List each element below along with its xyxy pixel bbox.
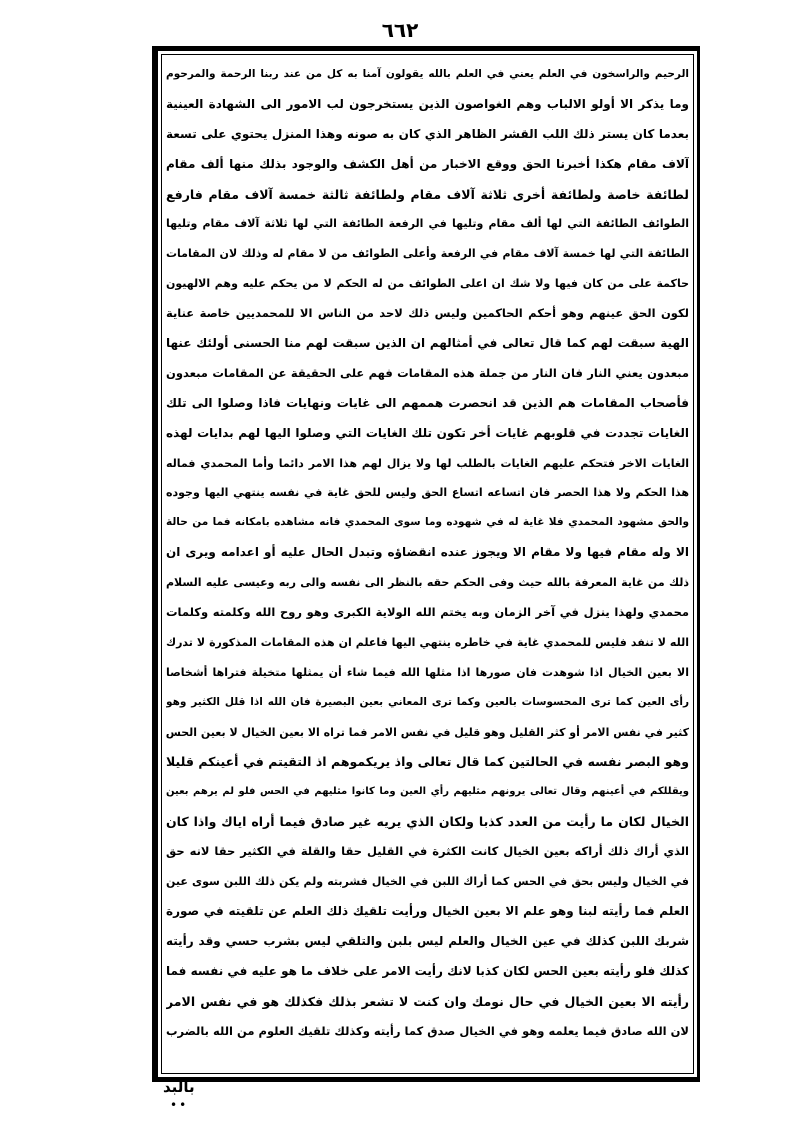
text-line: لكون الحق عينهم وهو أحكم الحاكمين وليس ذلك لاحد من الناس الا للمحمديين خاصة عناية (166, 306, 689, 321)
text-line: الذي أراك ذلك أراكه بعين الخيال كانت الكثرة في القليل حقا والقلة في الكثير حقا لانه حق (166, 844, 689, 859)
text-line: ويقللكم في أعينهم وقال تعالى يرونهم مثليهم رأي العين وما كانوا مثليهم في الحس فلو لم يرهم بعين (166, 786, 689, 798)
text-line: والحق مشهود المحمدي فلا غاية له في شهوده وما سوى المحمدي فانه مشاهده بامكانه فما من حالة (166, 516, 689, 529)
text-line: الطائفة التي لها خمسة آلاف مقام في الرفعة وأعلى الطوائف من لا مقام له وذلك لان المقامات (166, 247, 689, 261)
text-line: بعدما كان يستر ذلك اللب القشر الظاهر الذي كان به صونه وهذا المنزل يحتوي على تسعة (166, 126, 689, 141)
text-frame-border (152, 46, 700, 1082)
text-line: وما يذكر الا أولو الالباب وهم الغواصون الذين يستخرجون لب الامور الى الشهادة العينية (166, 96, 689, 111)
main-text-block (166, 60, 689, 1046)
text-line: الهية سبقت لهم كما قال تعالى في أمثالهم ان الذين سبقت لهم منا الحسنى أولئك عنها (166, 336, 689, 351)
text-line: هذا الحكم ولا هذا الحصر فان اتساعه اتساع الحق وليس للحق غاية في نفسه ينتهي اليها وجوده (166, 486, 689, 500)
text-line: فأصحاب المقامات هم الذين قد انحصرت هممهم الى غايات ونهايات فاذا وصلوا الى تلك (166, 395, 689, 410)
text-line: ذلك من غاية المعرفة بالله حيث وفى الحكم حقه بالنظر الى نفسه والى ربه وعيسى عليه السلام (166, 576, 689, 590)
text-line: الا بعين الخيال اذا شوهدت فان صورها اذا مثلها الله فيما شاء أن يمثلها متخيلة فتراها أشخاصا (166, 665, 689, 679)
text-line: رأيته الا بعين الخيال في حال نومك وان كنت لا تشعر بذلك فكذلك هو في نفس الامر (166, 993, 689, 1009)
text-line: كثير في نفس الامر أو كثر القليل وهو قليل في نفس الامر فما تراه الا بعين الخيال لا بعين الحس (166, 725, 689, 739)
text-line: حاكمة على من كان فيها ولا شك ان اعلى الطوائف من له الحكم لا من يحكم عليه وهم الالهيون (166, 277, 689, 291)
text-line: مبعدون يعني النار فان النار من جملة هذه المقامات فهم على الحقيقة عن المقامات مبعدون (166, 365, 689, 380)
page-number: ٦٦٢ (381, 18, 419, 42)
text-line: الخيال لكان ما رأيت من العدد كذبا ولكان الذي يريه غير صادق فيما أراه اياك واذا كان (166, 814, 689, 830)
text-line: لطائفة خاصة ولطائفة أخرى ثلاثة آلاف مقام ولطائفة ثالثة خمسة آلاف مقام فارفع (166, 186, 689, 202)
text-line: الرحيم والراسخون في العلم يعني في العلم بالله يقولون آمنا به كل من عند ربنا الرحمة والمرحوم (166, 68, 689, 80)
text-line: الغايات الاخر فتحكم عليهم الغايات بالطلب لها ولا يزال لهم هذا الامر دائما وأما المحمدي فماله (166, 456, 689, 470)
text-line: العلم فما رأيته لبنا وهو علم الا بعين الخيال ورأيت تلقيك ذلك العلم عن تلقيته في صورة (166, 903, 689, 918)
text-line: الطوائف الطائفة التي لها ألف مقام وتليها في الرفعة الطائفة التي لها ثلاثة آلاف مقام وتليها (166, 217, 689, 231)
text-line: آلاف مقام هكذا أخبرنا الحق ووقع الاخبار من أهل الكشف والوجود بذلك منها ألف مقام (166, 156, 689, 171)
text-line: في الخيال وليس بحق في الحس كما أراك اللبن في الخيال فشربته ولم يكن ذلك اللبن سوى عين (166, 875, 689, 889)
text-line: الله لا تنفد فليس للمحمدي غاية في خاطره ينتهي اليها فاعلم ان هذه المقامات المذكورة لا تدرك (166, 635, 689, 649)
catchword: بالبد (163, 1078, 195, 1096)
catchword-dots: •• (170, 1098, 189, 1112)
text-line: كذلك فلو رأيته بعين الحس لكان كذبا لانك رأيت الامر على خلاف ما هو عليه في نفسه فما (166, 963, 689, 978)
text-line: شربك اللبن كذلك في عين الخيال والعلم ليس بلبن والتلقي ليس بشرب حسي وقد رأيته (166, 933, 689, 948)
text-line: رأى العين كما ترى المحسوسات بالعين وكما ترى المعاني بعين البصيرة فان الله اذا قلل الكثير وهو (166, 695, 689, 708)
text-line: الا وله مقام فيها ولا مقام الا ويجوز عنده انقضاؤه وتبدل الحال عليه أو اعدامه ويرى ان (166, 545, 689, 560)
text-line: الغايات تجددت في قلوبهم غايات أخر تكون تلك الغايات التي وصلوا اليها لهم بدايات لهذه (166, 425, 689, 440)
text-line: محمدي ولهذا ينزل في آخر الزمان وبه يختم الله الولاية الكبرى وهو روح الله وكلمته وكلمات (166, 605, 689, 620)
text-line: وهو البصر نفسه في الحالتين كما قال تعالى واذ يريكموهم اذ التقيتم في أعينكم قليلا (166, 754, 689, 770)
text-line: لان الله صادق فيما يعلمه وهو في الخيال صدق كما رأيته وكذلك تلقيك العلوم من الله بالضرب (166, 1023, 689, 1038)
